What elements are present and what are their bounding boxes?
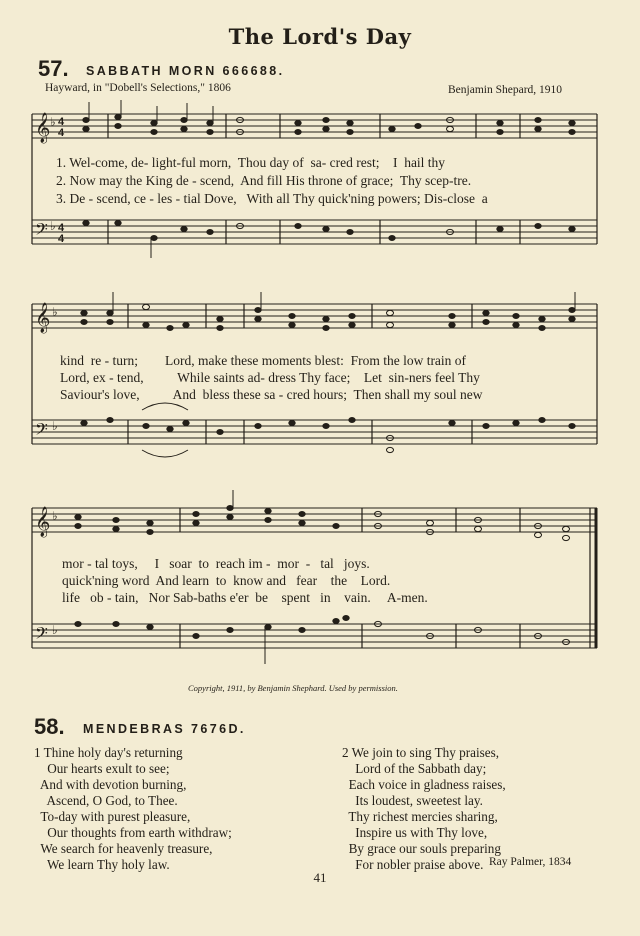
stanza-line: Thy richest mercies sharing, [342, 809, 498, 824]
svg-text:♭: ♭ [52, 509, 58, 523]
stanza-line: Its loudest, sweetest lay. [342, 793, 483, 808]
svg-text:4: 4 [58, 116, 65, 128]
slur-icon [142, 403, 188, 410]
stanza-line: Our hearts exult to see; [34, 761, 170, 776]
copyright-notice: Copyright, 1911, by Benjamin Shephard. Used by permission. [188, 683, 398, 693]
stanza-line: Ascend, O God, to Thee. [34, 793, 178, 808]
svg-text:♭: ♭ [52, 623, 58, 637]
lyric-s3-verse1: mor - tal toys, I soar to reach im - mor - tal joys. [62, 556, 370, 571]
lyric-s1-verse2: 2. Now may the King de - scend, And fill His throne of grace; Thy scep-tre. [56, 173, 472, 188]
stanza-line: To-day with purest pleasure, [34, 809, 191, 824]
treble-clef-icon: 𝄞 [35, 303, 51, 333]
author-credit: Benjamin Shepard, 1910 [448, 84, 563, 96]
stanza-line: For nobler praise above. [342, 857, 484, 872]
svg-text:4: 4 [58, 233, 65, 245]
stanza-line: Our thoughts from earth withdraw; [34, 825, 232, 840]
lyric-s1-verse1: 1. Wel-come, de- light-ful morn, Thou day of sa- cred rest; I hail thy [56, 155, 446, 170]
stanza-line: Inspire us with Thy love, [342, 825, 488, 840]
page-number: 41 [313, 870, 327, 885]
bass-clef-icon: 𝄢 [35, 623, 48, 647]
stanza-line: We learn Thy holy law. [34, 857, 170, 872]
lyric-s2-verse2: Lord, ex - tend, While saints ad- dress Thy face; Let sin-ners feel Thy [60, 370, 480, 385]
treble-clef-icon: 𝄞 [35, 113, 51, 143]
lyric-s3-verse2: quick'ning word And learn to know and fear the Lord. [62, 573, 391, 588]
lyric-s3-verse3: life ob - tain, Nor Sab-baths e'er be spent in vain. A-men. [62, 590, 428, 605]
stanza-line: 2 We join to sing Thy praises, [342, 745, 500, 760]
hymn-number-57: 57. [38, 56, 69, 81]
bass-staff-3 [32, 624, 597, 648]
composer-credit: Hayward, in "Dobell's Selections," 1806 [45, 82, 231, 94]
stanza-line: 1 Thine holy day's returning [34, 745, 183, 760]
treble-staff-2 [32, 304, 597, 328]
section-title: The Lord's Day [228, 24, 412, 49]
lyric-s1-verse3: 3. De - scend, ce - les - tial Dove, With all Thy quick'ning powers; Dis-close a [56, 191, 488, 206]
stanza-line: By grace our souls preparing [342, 841, 501, 856]
bass-staff-2 [32, 420, 597, 444]
tune-name-sabbath-morn: SABBATH MORN 666688. [86, 64, 285, 78]
bass-clef-icon: 𝄢 [35, 419, 48, 443]
stanza-line: We search for heavenly treasure, [34, 841, 213, 856]
tune-name-mendebras: MENDEBRAS 7676D. [83, 722, 246, 736]
treble-clef-icon: 𝄞 [35, 507, 51, 537]
svg-text:4: 4 [58, 222, 65, 234]
svg-text:♭: ♭ [52, 419, 58, 433]
stanza-1 [34, 745, 232, 873]
stanza-line: Lord of the Sabbath day; [342, 761, 487, 776]
slur-icon [142, 450, 188, 457]
stanza-line: And with devotion burning, [34, 777, 187, 792]
stanza-2 [342, 745, 506, 873]
svg-text:4: 4 [58, 127, 65, 139]
hymn-number-58: 58. [34, 714, 65, 739]
bass-clef-icon: 𝄢 [35, 219, 48, 243]
svg-text:♭: ♭ [50, 115, 56, 129]
stanza-line: Each voice in gladness raises, [342, 777, 506, 792]
lyric-s2-verse1: kind re - turn; Lord, make these moments blest: From the low train of [60, 353, 467, 368]
author-credit-58: Ray Palmer, 1834 [489, 856, 572, 868]
lyric-s2-verse3: Saviour's love, And bless these sa - cred hours; Then shall my soul new [60, 387, 483, 402]
svg-text:♭: ♭ [52, 305, 58, 319]
svg-text:♭: ♭ [50, 219, 56, 233]
